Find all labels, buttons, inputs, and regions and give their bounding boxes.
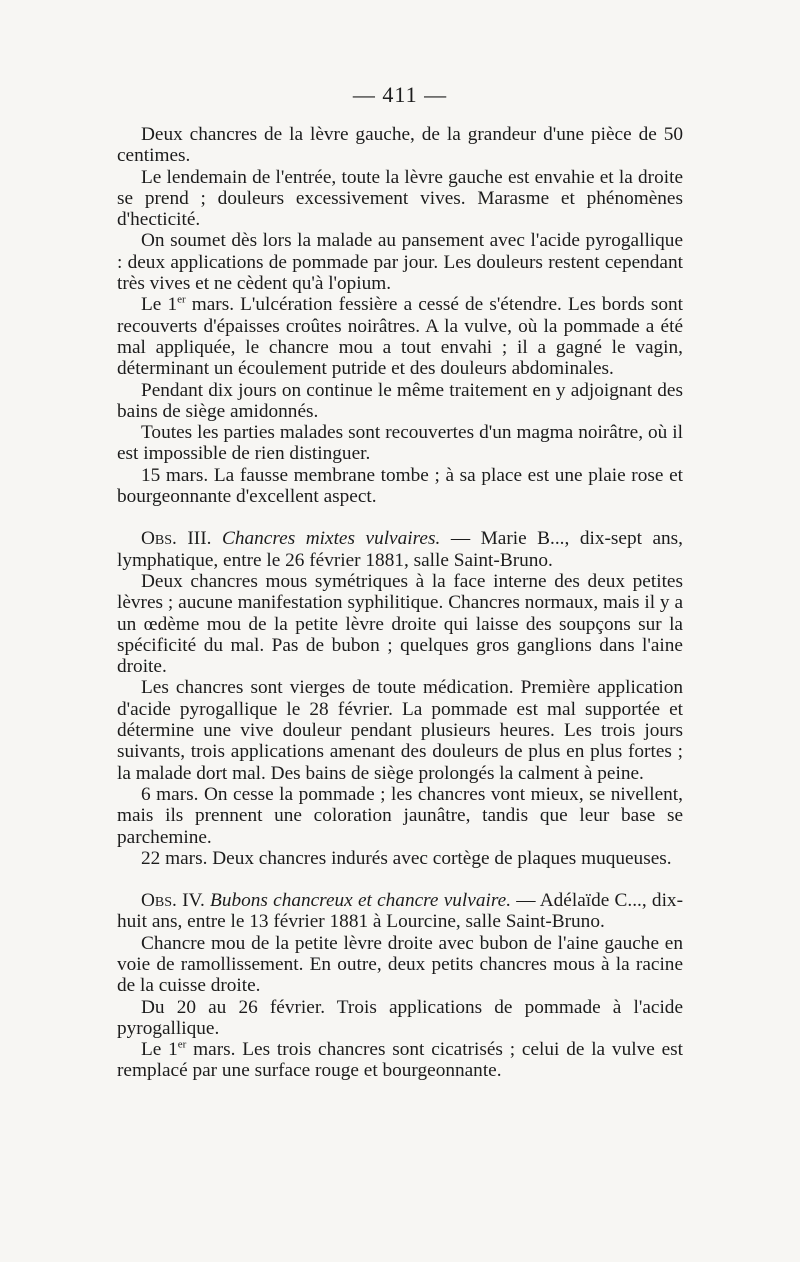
section-gap xyxy=(117,507,683,528)
observation-details: — Marie B..., dix-sept ans, lymphatique, entre le 26 février 1881, salle Saint-Bruno. xyxy=(117,528,684,571)
paragraph: 15 mars. La fausse membrane tombe ; à sa place est une plaie rose et bourgeonnante d'excellent aspect. xyxy=(117,464,683,508)
superscript: er xyxy=(177,293,186,306)
paragraph xyxy=(117,294,683,379)
paragraph-text: mars. Les trois chancres sont cicatrisés ; celui de la vulve est remplacé par une surface rouge et bourgeonnante. xyxy=(117,1039,683,1082)
paragraph: Du 20 au 26 février. Trois applications de pommade à l'acide pyrogallique. xyxy=(117,996,683,1039)
paragraph-text: mars. L'ulcération fessière a cessé de s'étendre. Les bords sont recouverts d'épaisses croûtes noirâtres. A la vulve, où la pommade a été mal appliquée, le chancre mou a tout envahi ; il a gagné le vagin, déterminant un écoulement putride et des douleurs abdominales. xyxy=(117,294,683,380)
paragraph-text: Le 1 xyxy=(141,1039,178,1061)
paragraph: Toutes les parties malades sont recouvertes d'un magma noirâtre, où il est impossible de rien distinguer. xyxy=(117,422,683,465)
observation-title: Bubons chancreux et chancre vulvaire. xyxy=(210,890,512,912)
paragraph: Le lendemain de l'entrée, toute la lèvre gauche est envahie et la droite se prend ; douleurs excessivement vives. Marasme et phénomènes d'hecticité. xyxy=(117,166,683,231)
observation-heading xyxy=(117,528,683,571)
page-body xyxy=(117,124,683,1082)
observation-label: Obs. IV. xyxy=(141,890,205,912)
observation-title: Chancres mixtes vulvaires. xyxy=(222,528,441,550)
observation-label: Obs. III. xyxy=(141,528,212,550)
observation-heading xyxy=(117,890,683,933)
superscript: er xyxy=(177,1038,187,1051)
paragraph: On soumet dès lors la malade au pansement avec l'acide pyrogallique : deux applications de pommade par jour. Les douleurs restent cependant très vives et ne cèdent qu'à l'opium. xyxy=(117,230,683,295)
paragraph: 22 mars. Deux chancres indurés avec cortège de plaques muqueuses. xyxy=(141,847,672,869)
paragraph xyxy=(117,1039,683,1082)
page-number: — 411 — xyxy=(352,82,448,107)
paragraph-text: Le 1 xyxy=(141,294,178,316)
paragraph: Chancre mou de la petite lèvre droite avec bubon de l'aine gauche en voie de ramollissement. En outre, deux petits chancres mous à la racine de la cuisse droite. xyxy=(117,932,683,997)
paragraph: 6 mars. On cesse la pommade ; les chancres vont mieux, se nivellent, mais ils prennent une coloration jaunâtre, tandis que leur base se parchemine. xyxy=(117,783,683,848)
paragraph: Les chancres sont vierges de toute médication. Première application d'acide pyrogallique le 28 février. La pommade est mal supportée et détermine une vive douleur pendant plusieurs heures. Les trois jours suivants, trois applications amenant des douleurs de plus en plus fortes ; la malade dort mal. Des bains de siège prolongés la calment à peine. xyxy=(117,677,683,784)
paragraph: Pendant dix jours on continue le même traitement en y adjoignant des bains de siège amidonnés. xyxy=(117,379,683,422)
section-gap xyxy=(117,869,683,890)
paragraph: Deux chancres de la lèvre gauche, de la grandeur d'une pièce de 50 centimes. xyxy=(117,124,683,167)
observation-details: — Adélaïde C..., dix-huit ans, entre le 13 février 1881 à Lourcine, salle Saint-Bruno. xyxy=(117,890,683,933)
paragraph: Deux chancres mous symétriques à la face interne des deux petites lèvres ; aucune manifestation syphilitique. Chancres normaux, mais il y a un œdème mou de la petite lèvre droite qui laisse des soupçons sur la spécificité du mal. Pas de bubon ; quelques gros ganglions dans l'aine droite. xyxy=(117,570,683,678)
